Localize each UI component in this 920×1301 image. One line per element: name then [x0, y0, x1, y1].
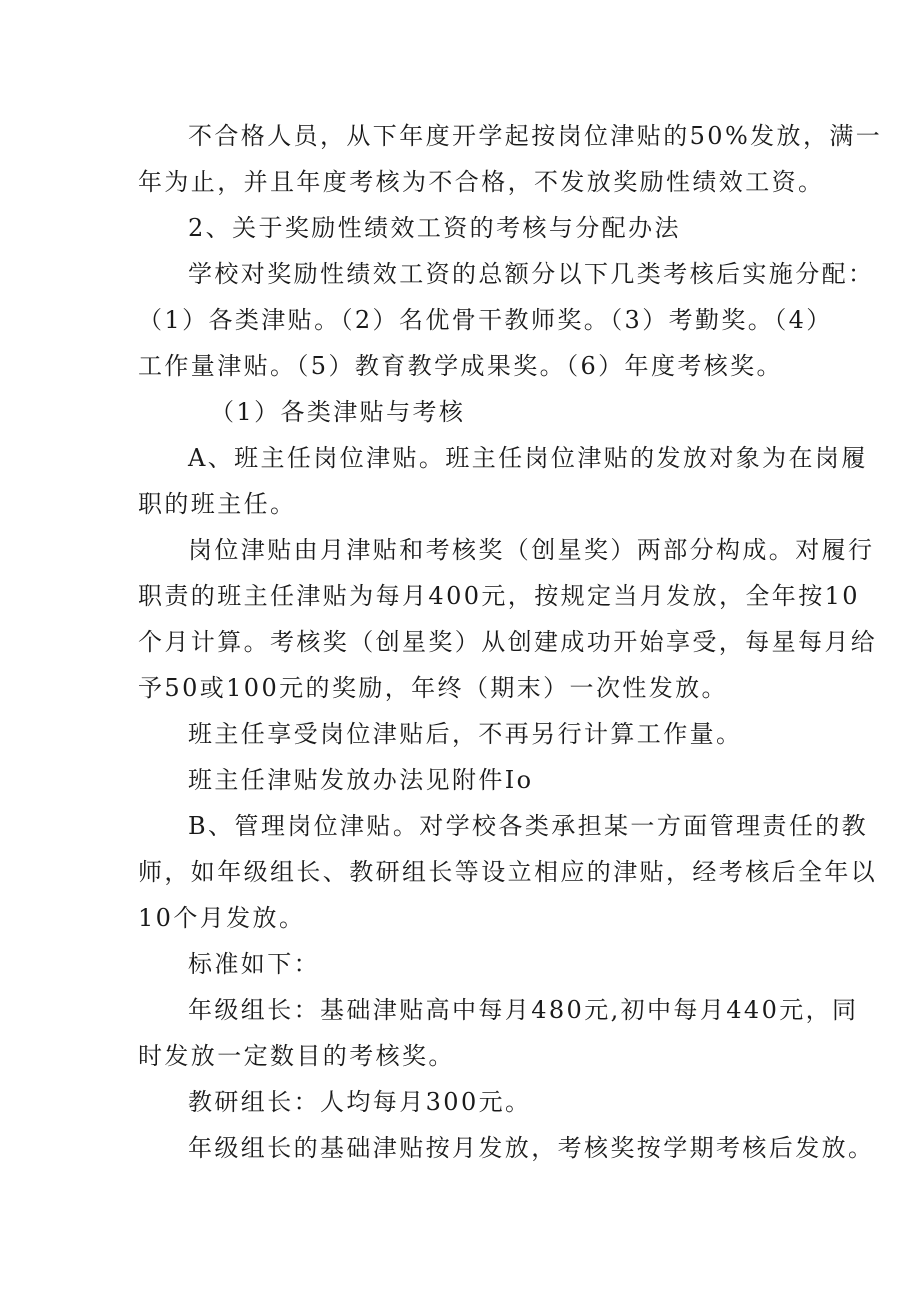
- text-line: 不合格人员，从下年度开学起按岗位津贴的50%发放，满一: [188, 122, 883, 150]
- text-line: 年级组长的基础津贴按月发放，考核奖按学期考核后发放。: [188, 1134, 875, 1162]
- text-line: 学校对奖励性绩效工资的总额分以下几类考核后实施分配：: [188, 260, 875, 288]
- text-line: 班主任享受岗位津贴后，不再另行计算工作量。: [188, 720, 743, 748]
- text-line: 时发放一定数目的考核奖。: [138, 1042, 455, 1070]
- text-line: B、管理岗位津贴。对学校各类承担某一方面管理责任的教: [188, 812, 869, 840]
- text-line: 教研组长：人均每月300元。: [188, 1088, 532, 1116]
- text-line: 10个月发放。: [138, 904, 306, 932]
- text-line: 职的班主任。: [138, 490, 297, 518]
- text-line: 标准如下：: [188, 950, 320, 978]
- text-line: 师，如年级组长、教研组长等设立相应的津贴，经考核后全年以: [138, 858, 878, 886]
- text-line: A、班主任岗位津贴。班主任岗位津贴的发放对象为在岗履: [188, 444, 868, 472]
- text-line: 年级组长：基础津贴高中每月480元,初中每月440元，同: [188, 996, 859, 1024]
- text-line: 年为止，并且年度考核为不合格，不发放奖励性绩效工资。: [138, 168, 825, 196]
- text-line: 个月计算。考核奖（创星奖）从创建成功开始享受，每星每月给: [138, 628, 878, 656]
- text-line: 予50或100元的奖励，年终（期末）一次性发放。: [138, 674, 728, 702]
- text-line: 岗位津贴由月津贴和考核奖（创星奖）两部分构成。对履行: [188, 536, 875, 564]
- section-heading: 2、关于奖励性绩效工资的考核与分配办法: [188, 214, 681, 242]
- text-line: 职责的班主任津贴为每月400元，按规定当月发放，全年按10: [138, 582, 860, 610]
- text-line: （1）各类津贴。（2）名优骨干教师奖。（3）考勤奖。（4）: [138, 306, 833, 334]
- text-line: 班主任津贴发放办法见附件Io: [188, 766, 534, 794]
- subsection-heading: （1）各类津贴与考核: [210, 398, 466, 426]
- document-body: [138, 113, 883, 1171]
- text-line: 工作量津贴。（5）教育教学成果奖。（6）年度考核奖。: [138, 352, 783, 380]
